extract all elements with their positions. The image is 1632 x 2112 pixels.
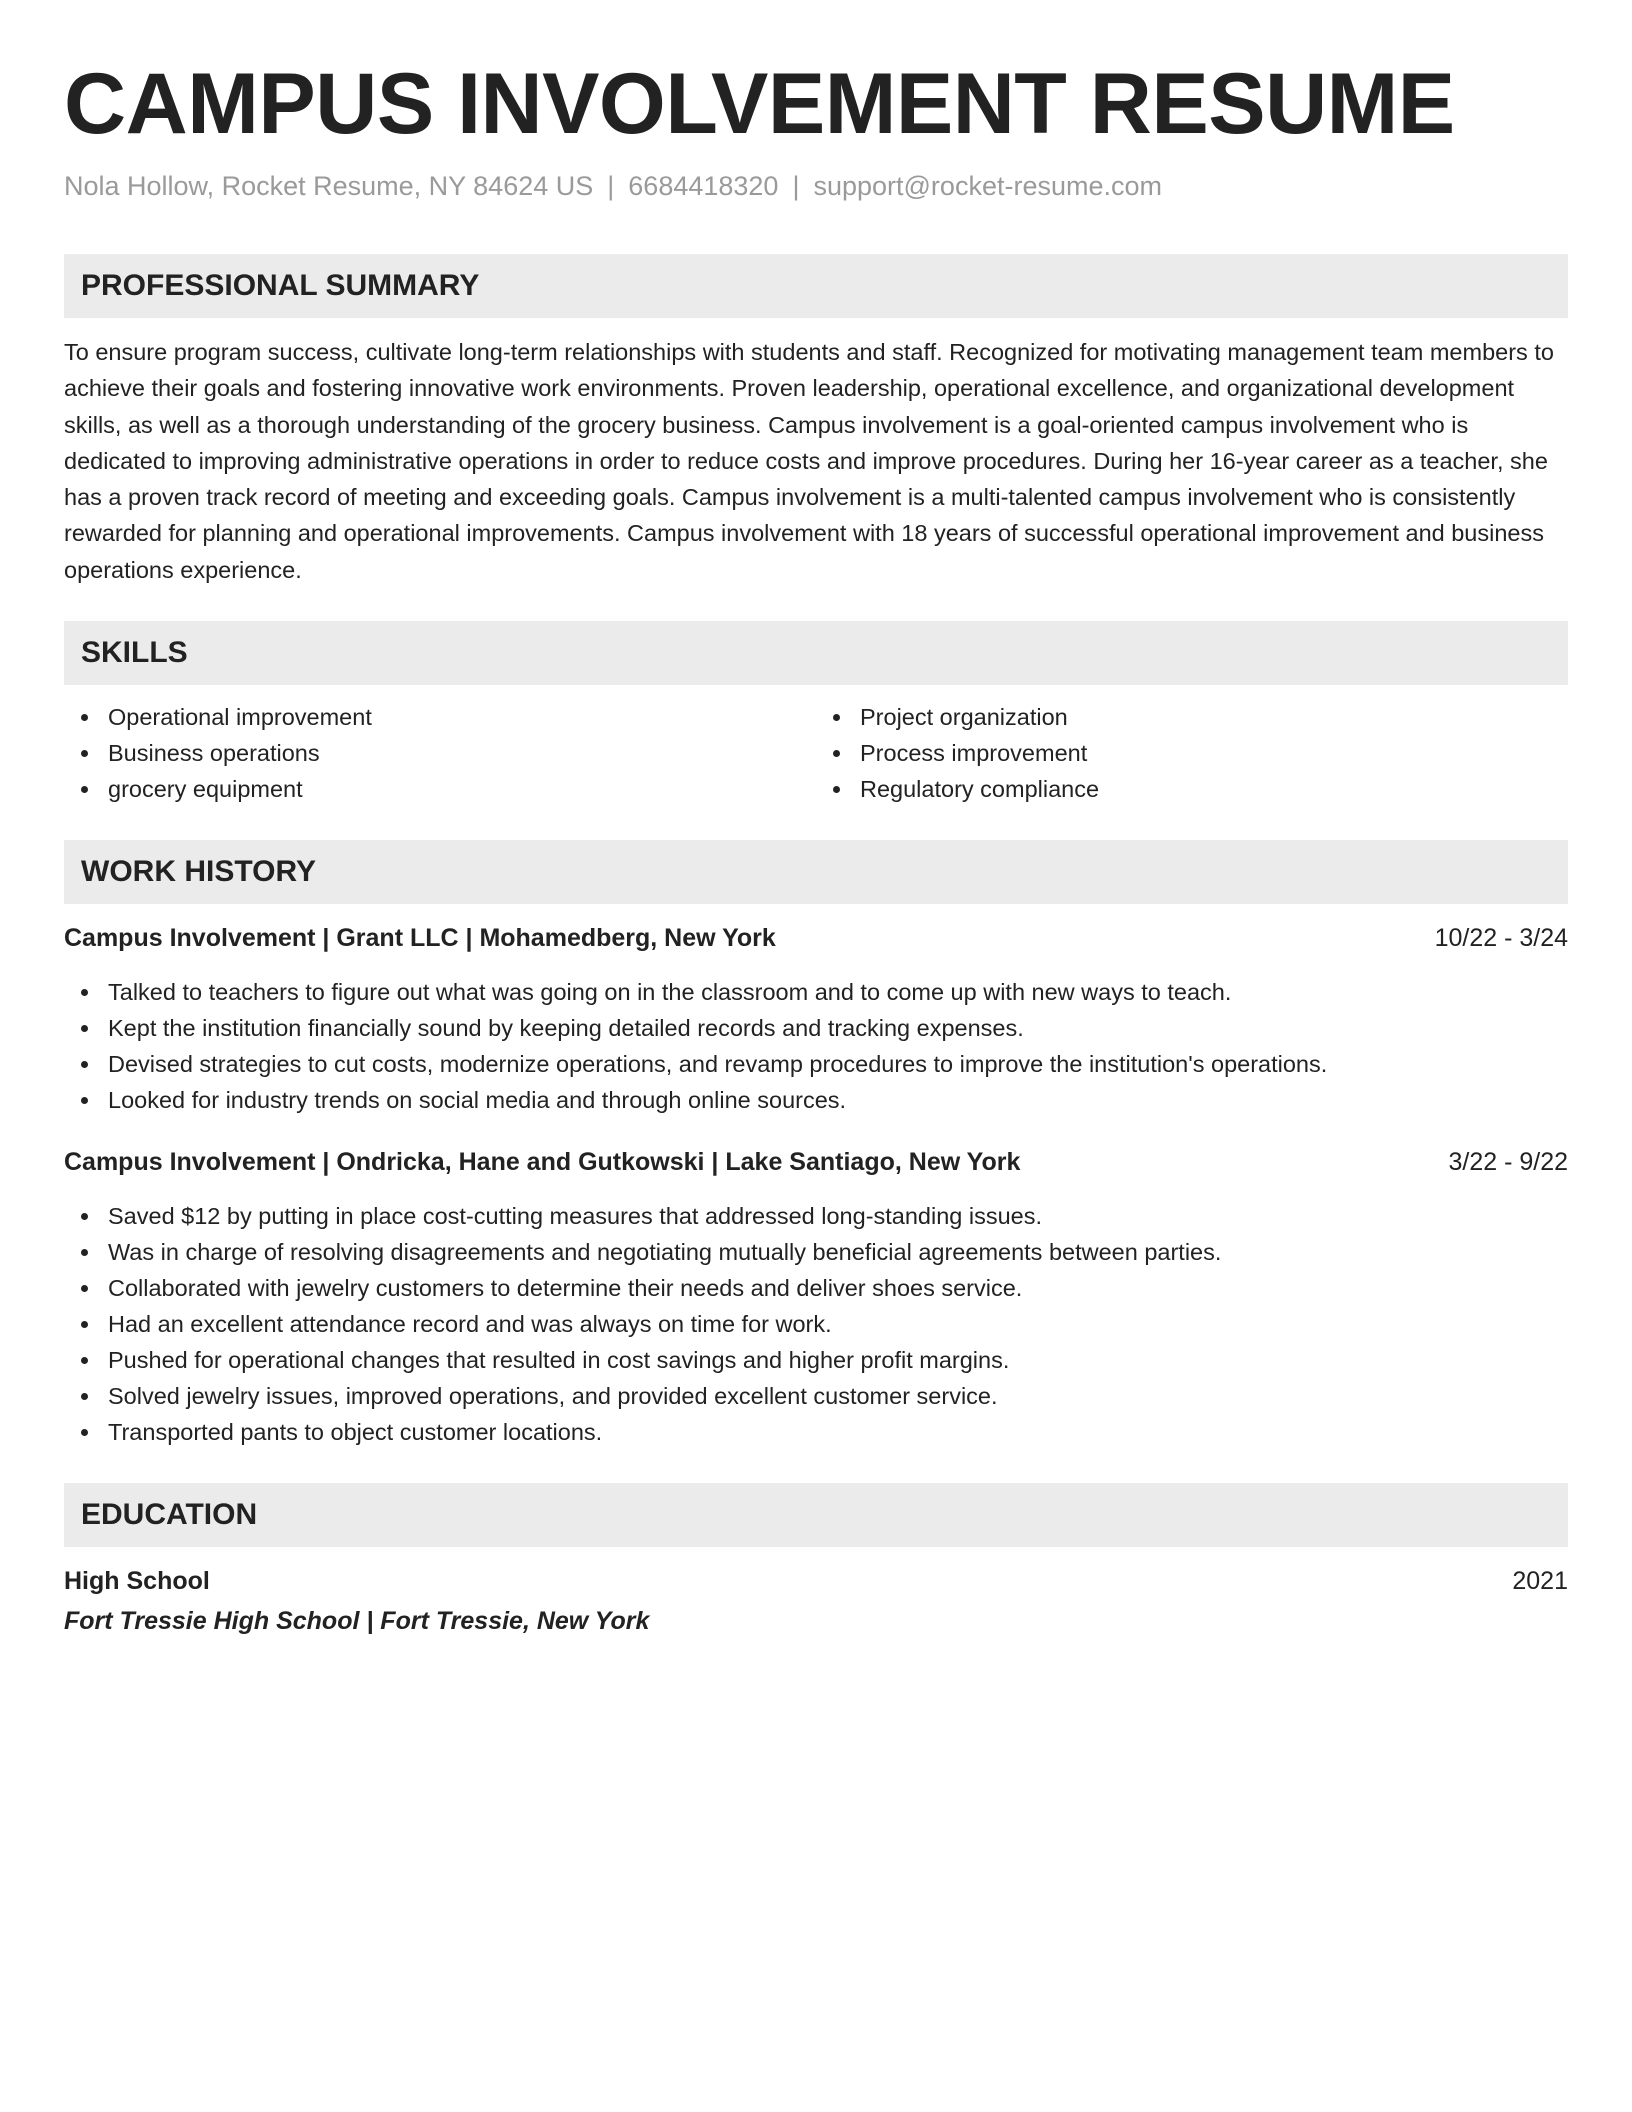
skill-label: Project organization: [860, 704, 1068, 731]
bullet-text: Looked for industry trends on social media and through online sources.: [108, 1087, 847, 1114]
summary-text: To ensure program success, cultivate long-term relationships with students and staff. Recognized for motivating management team members to achieve their goals and fostering innovative work environments. Proven leadership, operational excellence, and organizational development skills, as well as a thorough understanding of the grocery business. Campus involvement is a goal-oriented campus involvement who is dedicated to improving administrative operations in order to reduce costs and improve procedures. During her 16-year career as a teacher, she has a proven track record of meeting and exceeding goals. Campus involvement is a multi-talented campus involvement who is consistently rewarded for planning and operational improvements. Campus involvement with 18 years of successful operational improvement and business operations experience.: [64, 339, 1554, 583]
job-bullet: [64, 1378, 1568, 1414]
bullet-icon: [81, 714, 88, 721]
bullet-icon: [833, 786, 840, 793]
contact-line: [64, 168, 1568, 204]
job-bullet: [64, 1010, 1568, 1046]
bullet-text: Transported pants to object customer locations.: [108, 1419, 603, 1446]
bullet-icon: [81, 1061, 88, 1068]
job-bullet: [64, 1270, 1568, 1306]
skill-item: [816, 771, 1568, 807]
skills-heading: SKILLS: [64, 621, 1568, 685]
contact-separator: |: [792, 171, 800, 201]
job-bullet: [64, 1414, 1568, 1450]
job-bullet: [64, 1082, 1568, 1118]
job-bullet: [64, 1342, 1568, 1378]
bullet-text: Talked to teachers to figure out what was going on in the classroom and to come up with new ways to teach.: [108, 979, 1232, 1006]
job-header: [64, 1144, 1568, 1180]
skill-item: [816, 699, 1568, 735]
bullet-text: Kept the institution financially sound by keeping detailed records and tracking expenses.: [108, 1015, 1024, 1042]
bullet-icon: [81, 989, 88, 996]
bullet-icon: [81, 1213, 88, 1220]
job-bullet: [64, 1046, 1568, 1082]
job-title: Campus Involvement | Grant LLC | Mohamedberg, New York: [64, 924, 776, 953]
job-bullets: [64, 1198, 1568, 1450]
skill-label: Operational improvement: [108, 704, 372, 731]
skill-label: Regulatory compliance: [860, 776, 1100, 803]
job-header: [64, 920, 1568, 956]
skill-label: Business operations: [108, 740, 320, 767]
bullet-icon: [81, 1285, 88, 1292]
bullet-icon: [81, 1321, 88, 1328]
education-degree: High School: [64, 1567, 210, 1596]
bullet-icon: [833, 750, 840, 757]
contact-email: support@rocket-resume.com: [813, 171, 1162, 201]
bullet-icon: [81, 750, 88, 757]
bullet-text: Pushed for operational changes that resulted in cost savings and higher profit margins.: [108, 1347, 1010, 1374]
contact-separator: |: [607, 171, 615, 201]
skill-label: Process improvement: [860, 740, 1088, 767]
contact-address: Nola Hollow, Rocket Resume, NY 84624 US: [64, 171, 594, 201]
job-bullet: [64, 1234, 1568, 1270]
education-heading: EDUCATION: [64, 1483, 1568, 1547]
summary-heading: PROFESSIONAL SUMMARY: [64, 254, 1568, 318]
bullet-text: Saved $12 by putting in place cost-cutting measures that addressed long-standing issues.: [108, 1203, 1043, 1230]
bullet-icon: [81, 1357, 88, 1364]
skills-column-right: [816, 699, 1568, 807]
bullet-icon: [81, 1393, 88, 1400]
bullet-icon: [81, 786, 88, 793]
bullet-icon: [81, 1025, 88, 1032]
education-header: [64, 1563, 1568, 1599]
education-year: 2021: [1512, 1567, 1568, 1596]
bullet-icon: [81, 1097, 88, 1104]
job-entry: [64, 1144, 1568, 1450]
skills-list: [64, 699, 1568, 807]
contact-phone: 6684418320: [628, 171, 779, 201]
skill-item: [816, 735, 1568, 771]
skill-item: [64, 771, 816, 807]
job-title: Campus Involvement | Ondricka, Hane and Gutkowski | Lake Santiago, New York: [64, 1148, 1021, 1177]
resume-title: CAMPUS INVOLVEMENT RESUME: [64, 56, 1455, 152]
skill-item: [64, 735, 816, 771]
bullet-icon: [81, 1429, 88, 1436]
job-bullet: [64, 974, 1568, 1010]
job-entry: [64, 920, 1568, 1118]
skill-label: grocery equipment: [108, 776, 303, 803]
bullet-icon: [81, 1249, 88, 1256]
job-dates: 3/22 - 9/22: [1448, 1148, 1568, 1177]
bullet-text: Had an excellent attendance record and was always on time for work.: [108, 1311, 832, 1338]
job-bullets: [64, 974, 1568, 1118]
bullet-text: Solved jewelry issues, improved operations, and provided excellent customer service.: [108, 1383, 998, 1410]
bullet-icon: [833, 714, 840, 721]
job-bullet: [64, 1198, 1568, 1234]
job-bullet: [64, 1306, 1568, 1342]
bullet-text: Was in charge of resolving disagreements and negotiating mutually beneficial agreements between parties.: [108, 1239, 1222, 1266]
education-school: Fort Tressie High School | Fort Tressie, New York: [64, 1607, 650, 1636]
work-history-heading: WORK HISTORY: [64, 840, 1568, 904]
job-dates: 10/22 - 3/24: [1434, 924, 1568, 953]
bullet-text: Devised strategies to cut costs, modernize operations, and revamp procedures to improve the institution's operations.: [108, 1051, 1328, 1078]
skill-item: [64, 699, 816, 735]
bullet-text: Collaborated with jewelry customers to determine their needs and deliver shoes service.: [108, 1275, 1023, 1302]
skills-column-left: [64, 699, 816, 807]
